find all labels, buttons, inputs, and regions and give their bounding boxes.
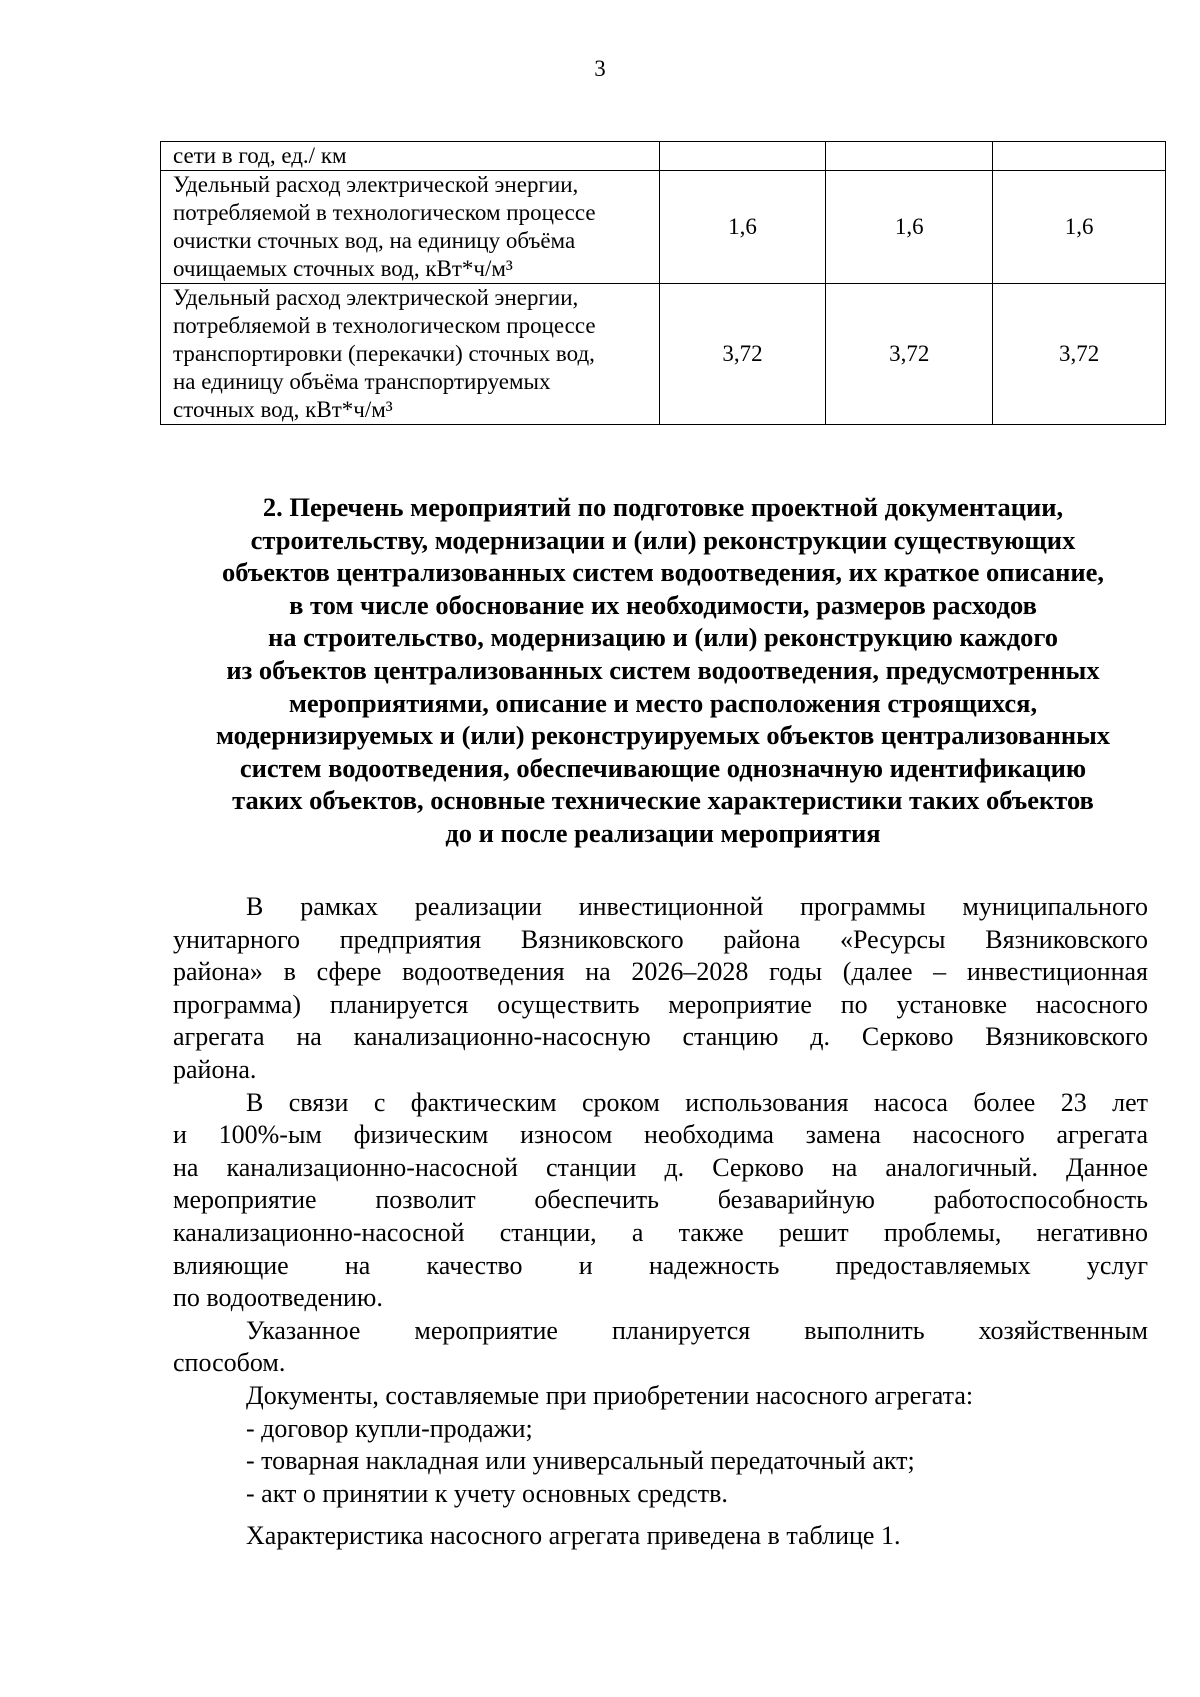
- row-value: [659, 142, 826, 171]
- list-item: - договор купли-продажи;: [246, 1413, 533, 1443]
- paragraph: В связи с фактическим сроком использования насоса более 23 лет и 100%-ым физическим износом необходима замена насосного агрегата на канализационно-насосной станции д. Серково на аналогичный. Данное мероприятие позволит обеспечить безаварийную работоспособность канализационно-насосной станции, а также решит проблемы, негативно влияющие на качество и надежность предоставляемых услуг по водоотведению.: [173, 1087, 1148, 1313]
- row-value: 3,72: [826, 284, 993, 425]
- row-label: сети в год, ед./ км: [161, 142, 660, 171]
- closing-paragraph: Характеристика насосного агрегата приведена в таблице 1.: [246, 1521, 901, 1551]
- page-number: 3: [594, 56, 606, 81]
- row-value: 1,6: [826, 171, 993, 284]
- documents-intro: Документы, составляемые при приобретении насосного агрегата:: [246, 1380, 974, 1410]
- row-value: [993, 142, 1166, 171]
- table-row: [161, 284, 1166, 425]
- list-item: - акт о принятии к учету основных средств.: [246, 1478, 728, 1508]
- list-item: - товарная накладная или универсальный передаточный акт;: [246, 1446, 915, 1476]
- row-label: Удельный расход электрической энергии, потребляемой в технологическом процессе транспортировки (перекачки) сточных вод, на единицу объёма транспортируемых сточных вод, кВт*ч/м³: [161, 284, 660, 425]
- row-value: 1,6: [659, 171, 826, 284]
- table-row: [161, 142, 1166, 171]
- paragraph: Указанное мероприятие планируется выполнить хозяйственным способом.: [173, 1315, 1148, 1378]
- section-heading: 2. Перечень мероприятий по подготовке проектной документации, строительству, модернизации и (или) реконструкции существующих объектов централизованных систем водоотведения, их краткое описание, в том числе обоснование их необходимости, размеров расходов на строительство, модернизацию и (или) реконструкцию каждого из объектов централизованных систем водоотведения, предусмотренных мероприятиями, описание и место расположения строящихся, модернизируемых и (или) реконструируемых объектов централизованных систем водоотведения, обеспечивающие однозначную идентификацию таких объектов, основные технические характеристики таких объектов до и после реализации мероприятия: [215, 492, 1111, 848]
- documents-list: [173, 1413, 1148, 1511]
- row-value: 1,6: [993, 171, 1166, 284]
- row-value: [826, 142, 993, 171]
- indicators-table: [160, 141, 1166, 425]
- row-value: 3,72: [659, 284, 826, 425]
- row-value: 3,72: [993, 284, 1166, 425]
- row-label: Удельный расход электрической энергии, потребляемой в технологическом процессе очистки сточных вод, на единицу объёма очищаемых сточных вод, кВт*ч/м³: [161, 171, 660, 284]
- body-text: [173, 891, 1148, 1553]
- table-row: [161, 171, 1166, 284]
- paragraph: В рамках реализации инвестиционной программы муниципального унитарного предприятия Вязниковского района «Ресурсы Вязниковского района» в сфере водоотведения на 2026–2028 годы (далее – инвестиционная программа) планируется осуществить мероприятие по установке насосного агрегата на канализационно-насосную станцию д. Серково Вязниковского района.: [173, 892, 1148, 1084]
